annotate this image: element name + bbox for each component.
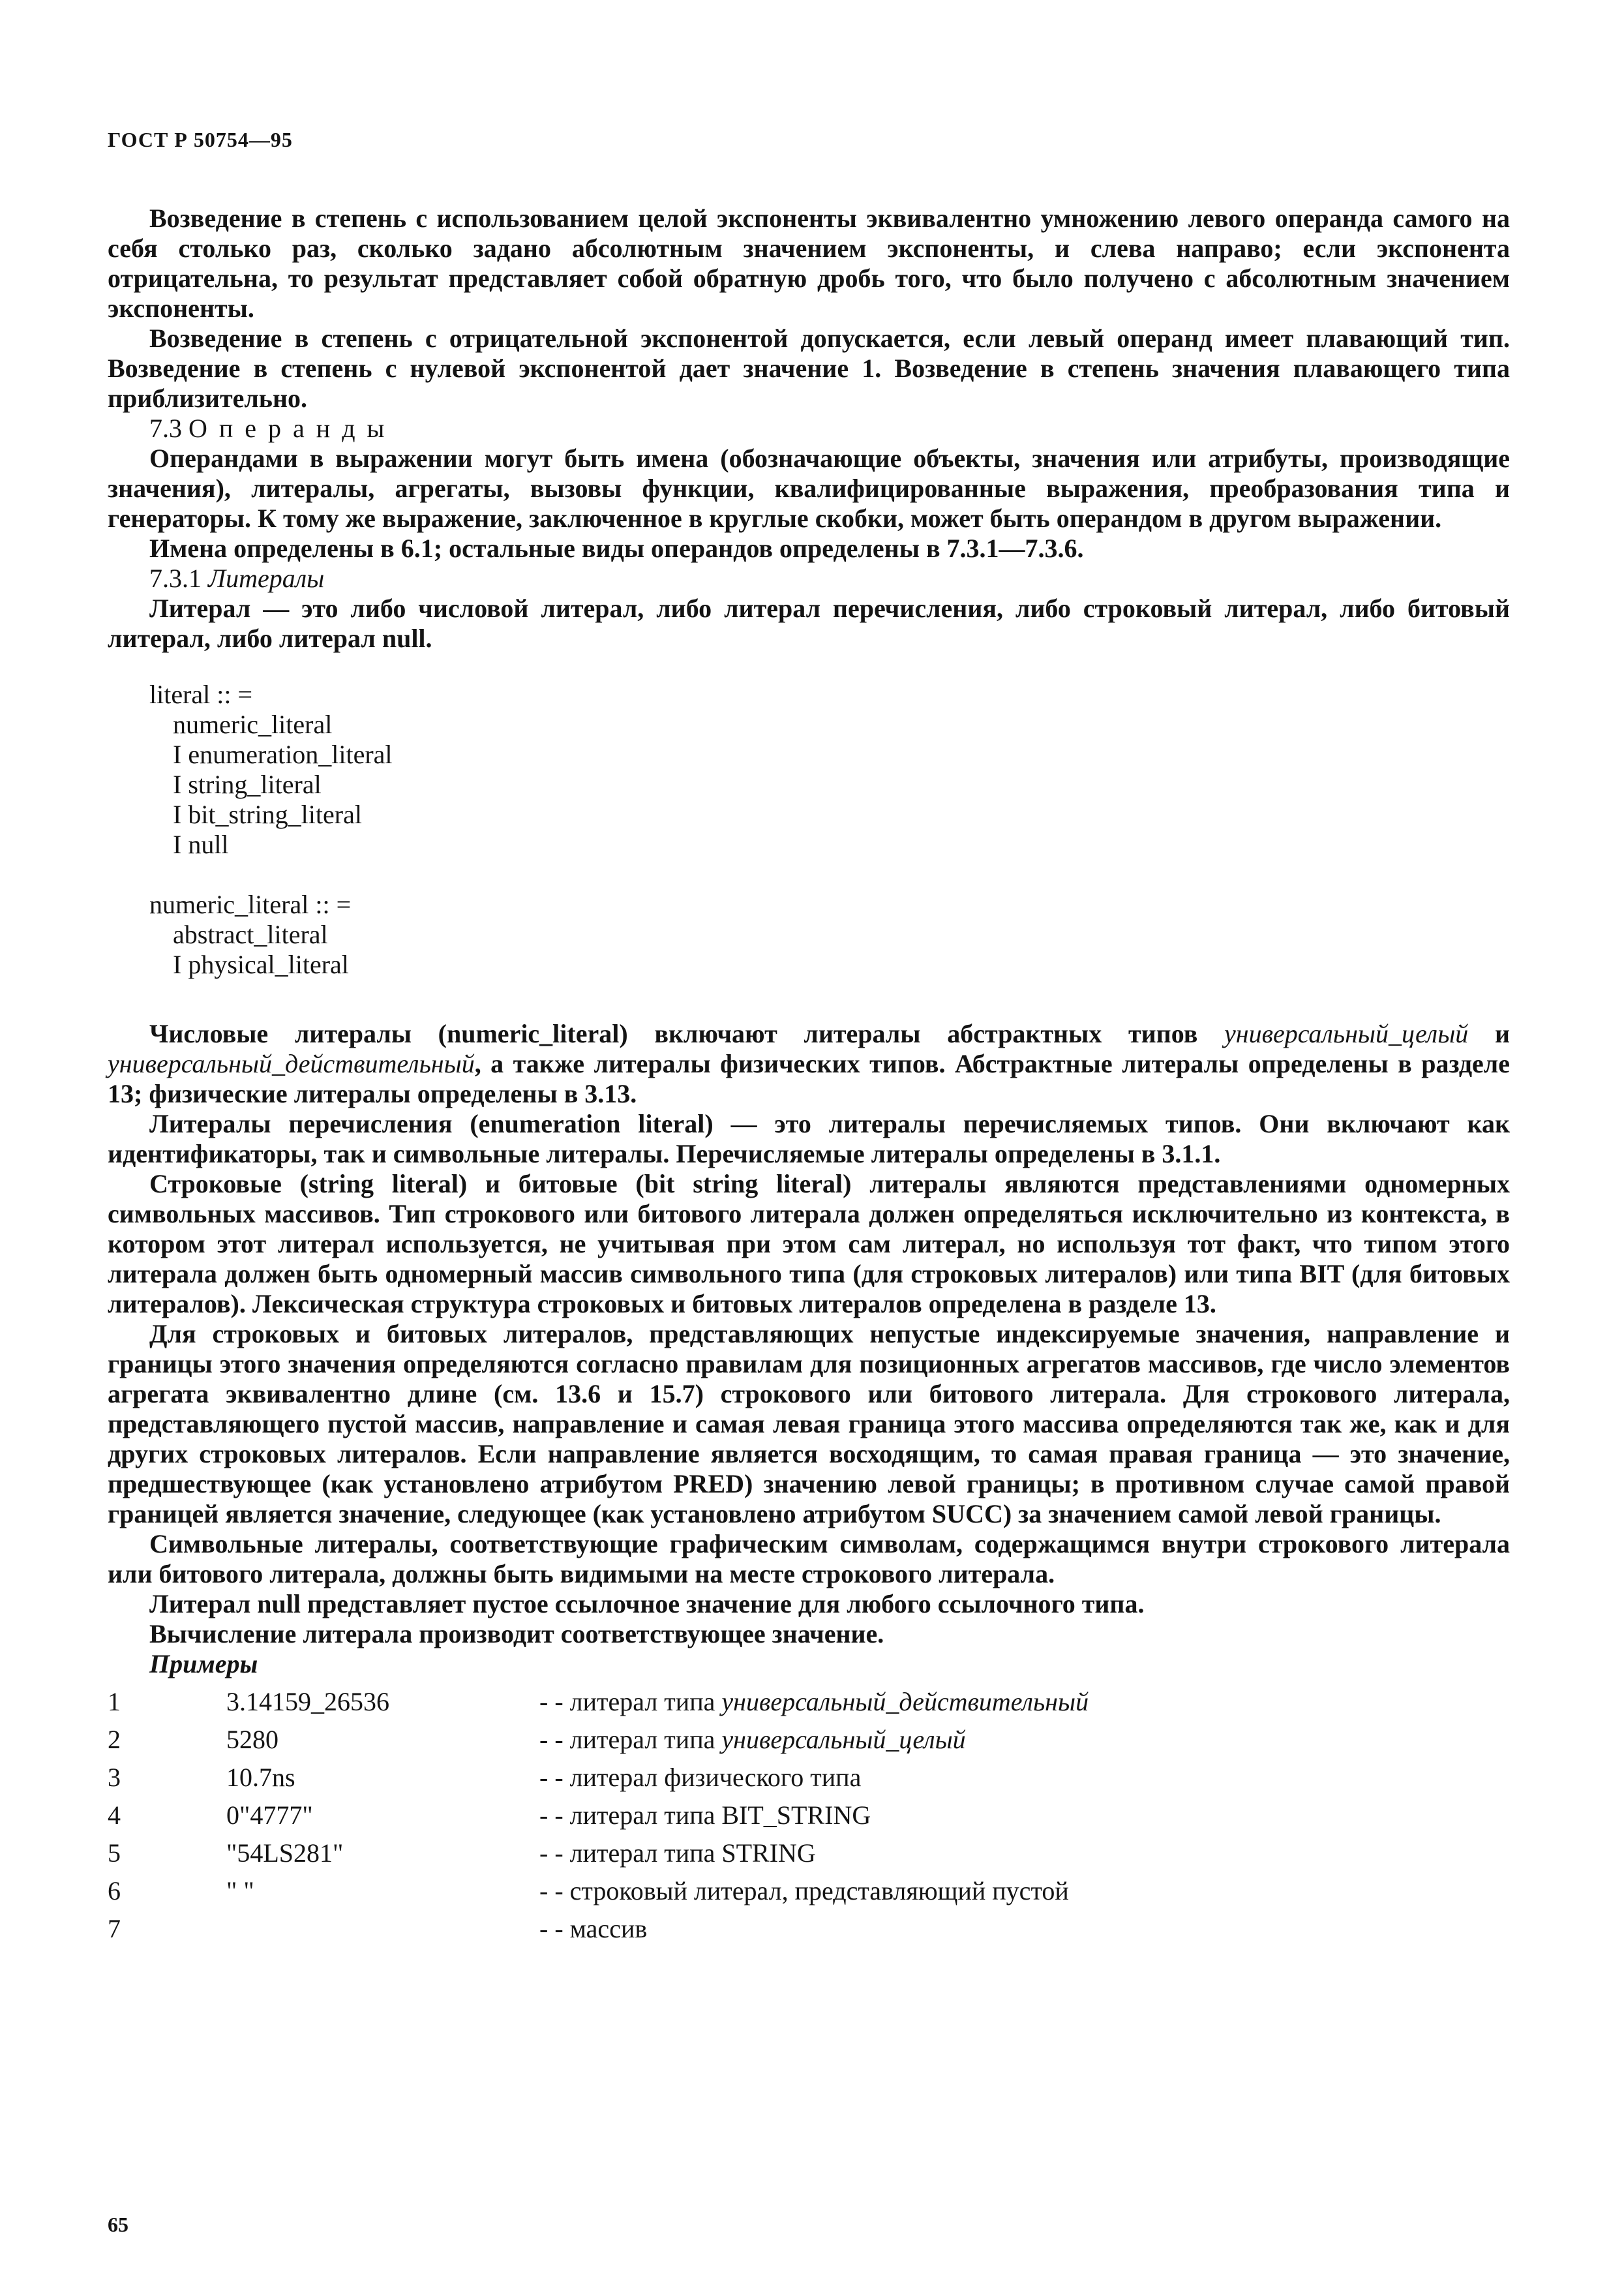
example-row bbox=[108, 1800, 1452, 1838]
page-number: 65 bbox=[108, 2213, 128, 2236]
comment-text: массив bbox=[569, 1914, 648, 1943]
example-value: 0"4777" bbox=[226, 1800, 313, 1830]
page-body bbox=[108, 204, 1510, 1952]
example-row bbox=[108, 1763, 1452, 1800]
example-comment bbox=[539, 1914, 1452, 1952]
grammar-block bbox=[149, 680, 1510, 980]
example-line-number: 3 bbox=[108, 1763, 121, 1792]
example-value: 5280 bbox=[226, 1725, 278, 1754]
text-run: и bbox=[1468, 1019, 1511, 1048]
example-line-number: 4 bbox=[108, 1800, 121, 1830]
example-comment bbox=[539, 1876, 1452, 1914]
comment-text: литерал типа bbox=[569, 1725, 722, 1754]
section-number: 7.3 bbox=[149, 414, 182, 443]
example-value: 3.14159_26536 bbox=[226, 1687, 389, 1716]
comment-dash: - - bbox=[539, 1876, 570, 1905]
example-comment bbox=[539, 1838, 1452, 1876]
comment-dash: - - bbox=[539, 1914, 570, 1943]
paragraph: Литерал null представляет пустое ссылочное значение для любого ссылочного типа. bbox=[149, 1589, 1145, 1618]
text-run: Числовые литералы (numeric_literal) включают литералы абстрактных типов bbox=[149, 1019, 1224, 1048]
example-line-number: 2 bbox=[108, 1725, 121, 1754]
examples-table bbox=[108, 1687, 1452, 1952]
paragraph: Операндами в выражении могут быть имена (обозначающие объекты, значения или атрибуты, производящие значения), литералы, агрегаты, вызовы функции, квалифицированные выражения, преобразования типа и генераторы. К тому же выражение, заключенное в круглые скобки, может быть операндом в другом выражении. bbox=[108, 444, 1510, 533]
example-row bbox=[108, 1687, 1452, 1725]
grammar-rule-head: literal :: = bbox=[149, 680, 253, 709]
example-comment bbox=[539, 1763, 1452, 1800]
italic-term: универсальный_действительный bbox=[108, 1049, 475, 1078]
paragraph: Для строковых и битовых литералов, представляющих непустые индексируемые значения, направление и границы этого значения определяются согласно правилам для позиционных агрегатов массивов, где число элементов агрегата эквивалентно длине (см. 13.6 и 15.7) строкового или битового литерала. Для строкового литерала, представляющего пустой массив, направление и самая левая граница этого массива определяются так же, как и для других строковых литералов. Если направление является восходящим, то самая правая граница — это значение, предшествующее (как установлено атрибутом PRED) значению левой границы; в противном случае самой правой границей является значение, следующее (как установлено атрибутом SUCC) за значением самой левой границы. bbox=[108, 1319, 1510, 1528]
example-row bbox=[108, 1914, 1452, 1952]
comment-dash: - - bbox=[539, 1838, 570, 1868]
section-number: 7.3.1 bbox=[149, 564, 202, 593]
paragraph-numeric-literals bbox=[108, 1019, 1510, 1109]
paragraph: Литерал — это либо числовой литерал, либо литерал перечисления, либо строковый литерал, либо битовый литерал, либо литерал null. bbox=[108, 594, 1510, 653]
paragraph: Символьные литералы, соответствующие графическим символам, содержащимся внутри строкового литерала или битового литерала, должны быть видимыми на месте строкового литерала. bbox=[108, 1529, 1510, 1588]
example-row bbox=[108, 1838, 1452, 1876]
paragraph: Возведение в степень с использованием целой экспоненты эквивалентно умножению левого операнда самого на себя столько раз, сколько задано абсолютным значением экспоненты, и слева направо; если экспонента отрицательна, то результат представляет собой обратную дробь того, что было получено с абсолютным значением экспоненты. bbox=[108, 204, 1510, 323]
example-comment bbox=[539, 1725, 1452, 1763]
section-heading-7-3 bbox=[108, 414, 1510, 444]
grammar-alternative: I bit_string_literal bbox=[173, 800, 362, 829]
example-comment bbox=[539, 1800, 1452, 1838]
section-title: Литералы bbox=[208, 564, 325, 593]
paragraph: Литералы перечисления (enumeration literal) — это литералы перечисляемых типов. Они включают как идентификаторы, так и символьные литералы. Перечисляемые литералы определены в 3.1.1. bbox=[108, 1109, 1510, 1168]
example-comment bbox=[539, 1687, 1452, 1725]
grammar-rule-numeric-literal bbox=[149, 890, 1510, 980]
paragraph: Строковые (string literal) и битовые (bit string literal) литералы являются представлениями одномерных символьных массивов. Тип строкового или битового литерала должен определяться исключительно из контекста, в котором этот литерал используется, не учитывая при этом сам литерал, но используя тот факт, что типом этого литерала должен быть одномерный массив символьного типа (для строковых литералов) или типа BIT (для битовых литералов). Лексическая структура строковых и битовых литералов определена в разделе 13. bbox=[108, 1169, 1510, 1318]
section-heading-7-3-1 bbox=[108, 564, 1510, 594]
example-value bbox=[226, 1914, 539, 1952]
example-value: " " bbox=[226, 1876, 254, 1905]
paragraph: Имена определены в 6.1; остальные виды операндов определены в 7.3.1—7.3.6. bbox=[149, 534, 1084, 563]
comment-text: литерал типа BIT_STRING bbox=[569, 1800, 871, 1830]
paragraph: Возведение в степень с отрицательной экспонентой допускается, если левый операнд имеет плавающий тип. Возведение в степень с нулевой экспонентой дает значение 1. Возведение в степень значения плавающего типа приблизительно. bbox=[108, 324, 1510, 413]
comment-dash: - - bbox=[539, 1763, 570, 1792]
grammar-rule-head: numeric_literal :: = bbox=[149, 890, 352, 919]
comment-text: литерал типа STRING bbox=[569, 1838, 816, 1868]
example-value: "54LS281" bbox=[226, 1838, 344, 1868]
italic-term: универсальный_целый bbox=[1224, 1019, 1469, 1048]
example-value: 10.7ns bbox=[226, 1763, 295, 1792]
grammar-rule-literal bbox=[149, 680, 1510, 860]
examples-title: Примеры bbox=[149, 1649, 258, 1678]
comment-text: строковый литерал, представляющий пустой bbox=[569, 1876, 1069, 1905]
grammar-alternative: I string_literal bbox=[173, 770, 322, 799]
comment-italic: универсальный_целый bbox=[721, 1725, 966, 1754]
section-title: Операнды bbox=[188, 414, 397, 443]
grammar-alternative: abstract_literal bbox=[173, 920, 328, 949]
comment-text: литерал физического типа bbox=[569, 1763, 862, 1792]
grammar-alternative: I enumeration_literal bbox=[173, 740, 393, 769]
example-row bbox=[108, 1725, 1452, 1763]
document-header: ГОСТ Р 50754—95 bbox=[108, 128, 293, 151]
example-line-number: 7 bbox=[108, 1914, 121, 1943]
example-line-number: 1 bbox=[108, 1687, 121, 1716]
comment-text: литерал типа bbox=[569, 1687, 722, 1716]
example-line-number: 5 bbox=[108, 1838, 121, 1868]
comment-italic: универсальный_действительный bbox=[721, 1687, 1089, 1716]
example-line-number: 6 bbox=[108, 1876, 121, 1905]
paragraph: Вычисление литерала производит соответствующее значение. bbox=[149, 1619, 884, 1648]
comment-dash: - - bbox=[539, 1687, 570, 1716]
grammar-alternative: numeric_literal bbox=[173, 710, 333, 739]
comment-dash: - - bbox=[539, 1725, 570, 1754]
comment-dash: - - bbox=[539, 1800, 570, 1830]
grammar-alternative: I null bbox=[173, 830, 229, 859]
example-row bbox=[108, 1876, 1452, 1914]
text-run: , а также литералы физических типов. Абстрактные литералы определены в разделе 13; физические литералы определены в 3.13. bbox=[108, 1049, 1510, 1108]
grammar-alternative: I physical_literal bbox=[173, 950, 349, 979]
